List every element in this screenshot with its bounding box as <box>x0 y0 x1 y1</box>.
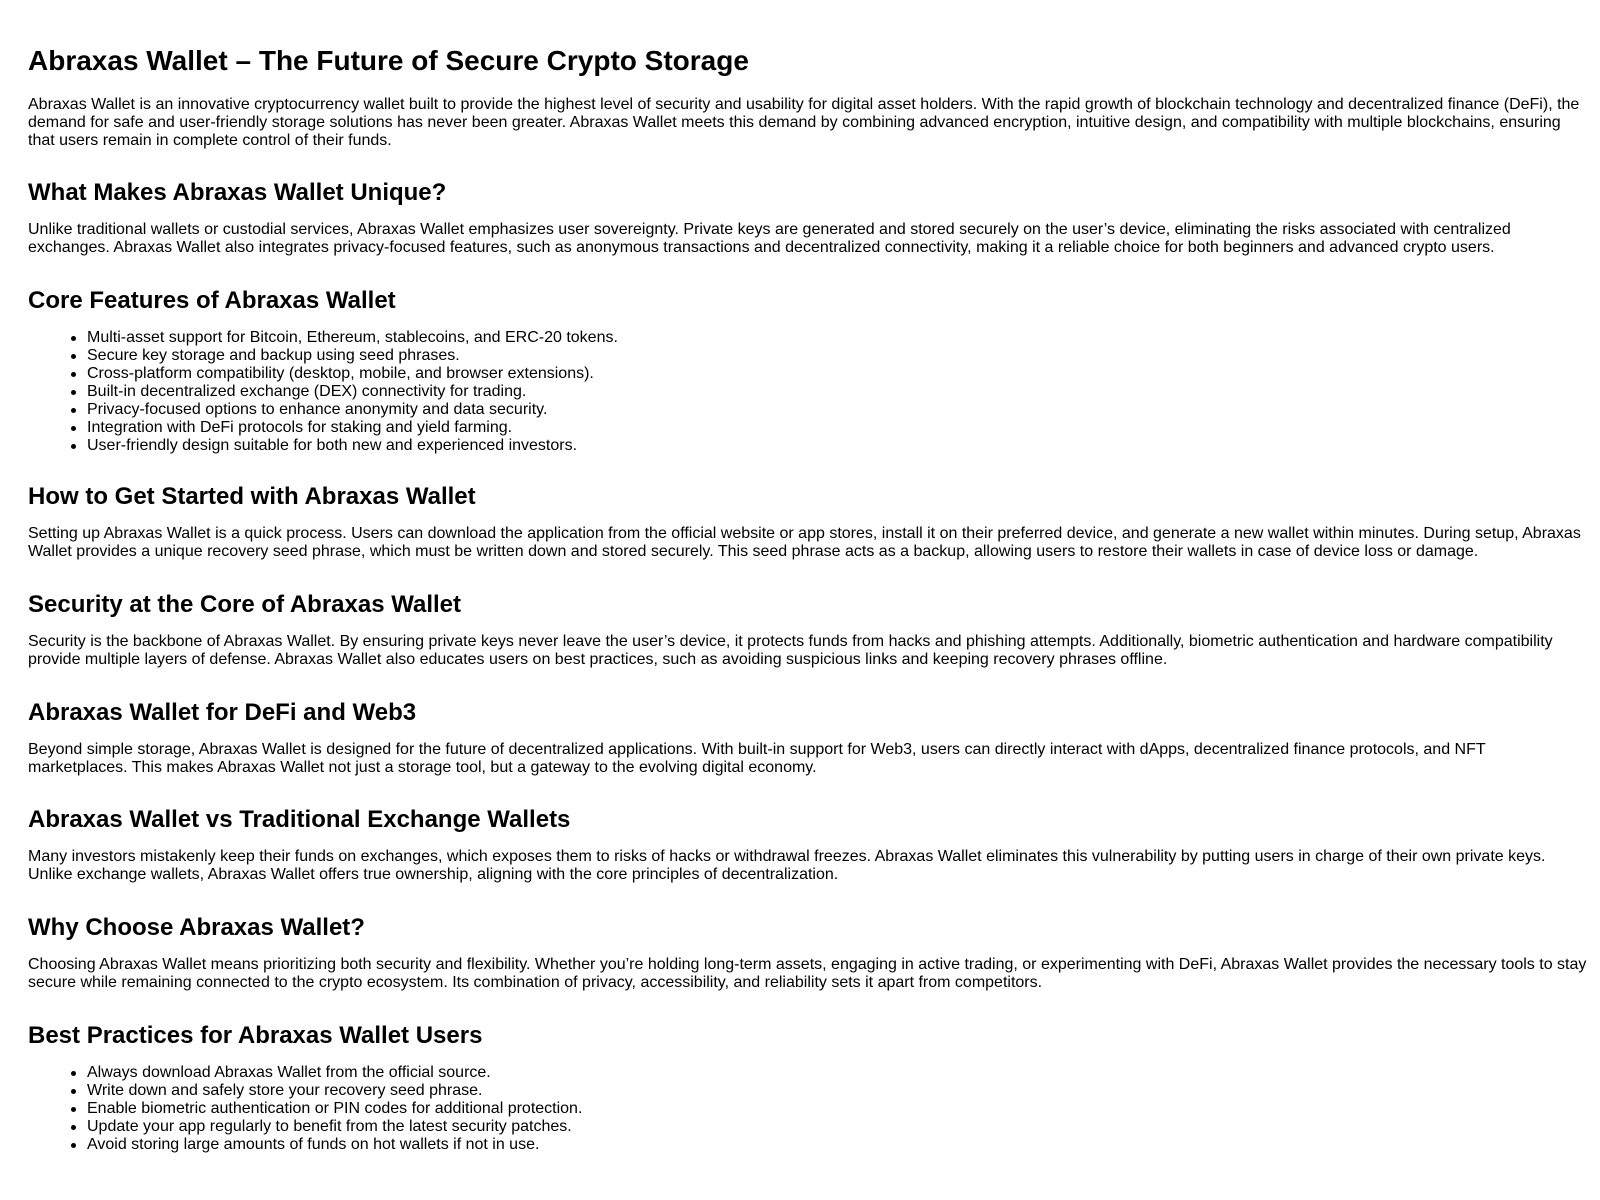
section-text-defi-web3: Beyond simple storage, Abraxas Wallet is designed for the future of decentralized applications. With built-in support for Web3, users can directly interact with dApps, decentralized finance protocols, and NFT marketplaces. This makes Abraxas Wallet not just a storage tool, but a gateway to the evolving digital economy. <box>28 741 1486 776</box>
list-item <box>68 329 618 347</box>
list-item <box>68 383 618 401</box>
section-heading-best-practices: Best Practices for Abraxas Wallet Users <box>28 1022 483 1049</box>
intro-paragraph: Abraxas Wallet is an innovative cryptocurrency wallet built to provide the highest level of security and usability for digital asset holders. With the rapid growth of blockchain technology and decentralized finance (DeFi), the demand for safe and user-friendly storage solutions has never been greater. Abraxas Wallet meets this demand by combining advanced encryption, intuitive design, and compatibility with multiple blockchains, ensuring that users remain in complete control of their funds. <box>28 96 1580 149</box>
list-item-text: Update your app regularly to benefit from the latest security patches. <box>87 1118 572 1135</box>
list-item <box>68 365 618 383</box>
bullet-icon <box>71 1125 76 1130</box>
bullet-icon <box>71 1143 76 1148</box>
bullet-icon <box>71 336 76 341</box>
list-item-text: Cross-platform compatibility (desktop, mobile, and browser extensions). <box>87 365 594 382</box>
bullet-icon <box>71 426 76 431</box>
list-item <box>68 437 618 455</box>
bullet-icon <box>71 408 76 413</box>
section-text-unique: Unlike traditional wallets or custodial services, Abraxas Wallet emphasizes user sovereignty. Private keys are generated and stored securely on the user’s device, eliminating the risks associated with centralized exchanges. Abraxas Wallet also integrates privacy-focused features, such as anonymous transactions and decentralized connectivity, making it a reliable choice for both beginners and advanced crypto users. <box>28 221 1511 256</box>
list-item <box>68 1100 582 1118</box>
bullet-icon <box>71 444 76 449</box>
list-item-text: User-friendly design suitable for both new and experienced investors. <box>87 437 578 454</box>
page-title: Abraxas Wallet – The Future of Secure Crypto Storage <box>28 45 749 76</box>
bullet-icon <box>71 1089 76 1094</box>
list-item-text: Built-in decentralized exchange (DEX) connectivity for trading. <box>87 383 527 400</box>
section-heading-defi-web3: Abraxas Wallet for DeFi and Web3 <box>28 699 417 726</box>
list-item <box>68 1064 582 1082</box>
bullet-icon <box>71 390 76 395</box>
list-item <box>68 347 618 365</box>
bullet-icon <box>71 372 76 377</box>
section-heading-vs-exchange: Abraxas Wallet vs Traditional Exchange Wallets <box>28 806 571 833</box>
list-item <box>68 1082 582 1100</box>
section-text-vs-exchange: Many investors mistakenly keep their funds on exchanges, which exposes them to risks of hacks or withdrawal freezes. Abraxas Wallet eliminates this vulnerability by putting users in charge of their own private keys. Unlike exchange wallets, Abraxas Wallet offers true ownership, aligning with the core principles of decentralization. <box>28 848 1546 883</box>
section-heading-get-started: How to Get Started with Abraxas Wallet <box>28 483 476 510</box>
bullet-icon <box>71 354 76 359</box>
list-item <box>68 419 618 437</box>
list-item <box>68 401 618 419</box>
bullet-icon <box>71 1071 76 1076</box>
list-item-text: Write down and safely store your recovery seed phrase. <box>87 1082 483 1099</box>
section-text-why-choose: Choosing Abraxas Wallet means prioritizing both security and flexibility. Whether you’re holding long-term assets, engaging in active trading, or experimenting with DeFi, Abraxas Wallet provides the necessary tools to stay secure while remaining connected to the crypto ecosystem. Its combination of privacy, accessibility, and reliability sets it apart from competitors. <box>28 956 1587 991</box>
list-item-text: Integration with DeFi protocols for staking and yield farming. <box>87 419 513 436</box>
list-item-text: Secure key storage and backup using seed phrases. <box>87 347 460 364</box>
list-item-text: Privacy-focused options to enhance anonymity and data security. <box>87 401 548 418</box>
section-text-get-started: Setting up Abraxas Wallet is a quick process. Users can download the application from the official website or app stores, install it on their preferred device, and generate a new wallet within minutes. During setup, Abraxas Wallet provides a unique recovery seed phrase, which must be written down and stored securely. This seed phrase acts as a backup, allowing users to restore their wallets in case of device loss or damage. <box>28 525 1581 560</box>
list-item <box>68 1118 582 1136</box>
core-features-list <box>68 329 618 455</box>
bullet-icon <box>71 1107 76 1112</box>
section-heading-core-features: Core Features of Abraxas Wallet <box>28 287 396 314</box>
list-item-text: Multi-asset support for Bitcoin, Ethereum, stablecoins, and ERC-20 tokens. <box>87 329 618 346</box>
list-item-text: Enable biometric authentication or PIN codes for additional protection. <box>87 1100 583 1117</box>
section-text-security: Security is the backbone of Abraxas Wallet. By ensuring private keys never leave the user’s device, it protects funds from hacks and phishing attempts. Additionally, biometric authentication and hardware compatibility provide multiple layers of defense. Abraxas Wallet also educates users on best practices, such as avoiding suspicious links and keeping recovery phrases offline. <box>28 633 1553 668</box>
section-heading-security: Security at the Core of Abraxas Wallet <box>28 591 462 618</box>
list-item <box>68 1136 582 1154</box>
list-item-text: Always download Abraxas Wallet from the official source. <box>87 1064 491 1081</box>
section-heading-unique: What Makes Abraxas Wallet Unique? <box>28 179 447 206</box>
section-heading-why-choose: Why Choose Abraxas Wallet? <box>28 914 365 941</box>
best-practices-list <box>68 1064 582 1154</box>
list-item-text: Avoid storing large amounts of funds on hot wallets if not in use. <box>87 1136 540 1153</box>
